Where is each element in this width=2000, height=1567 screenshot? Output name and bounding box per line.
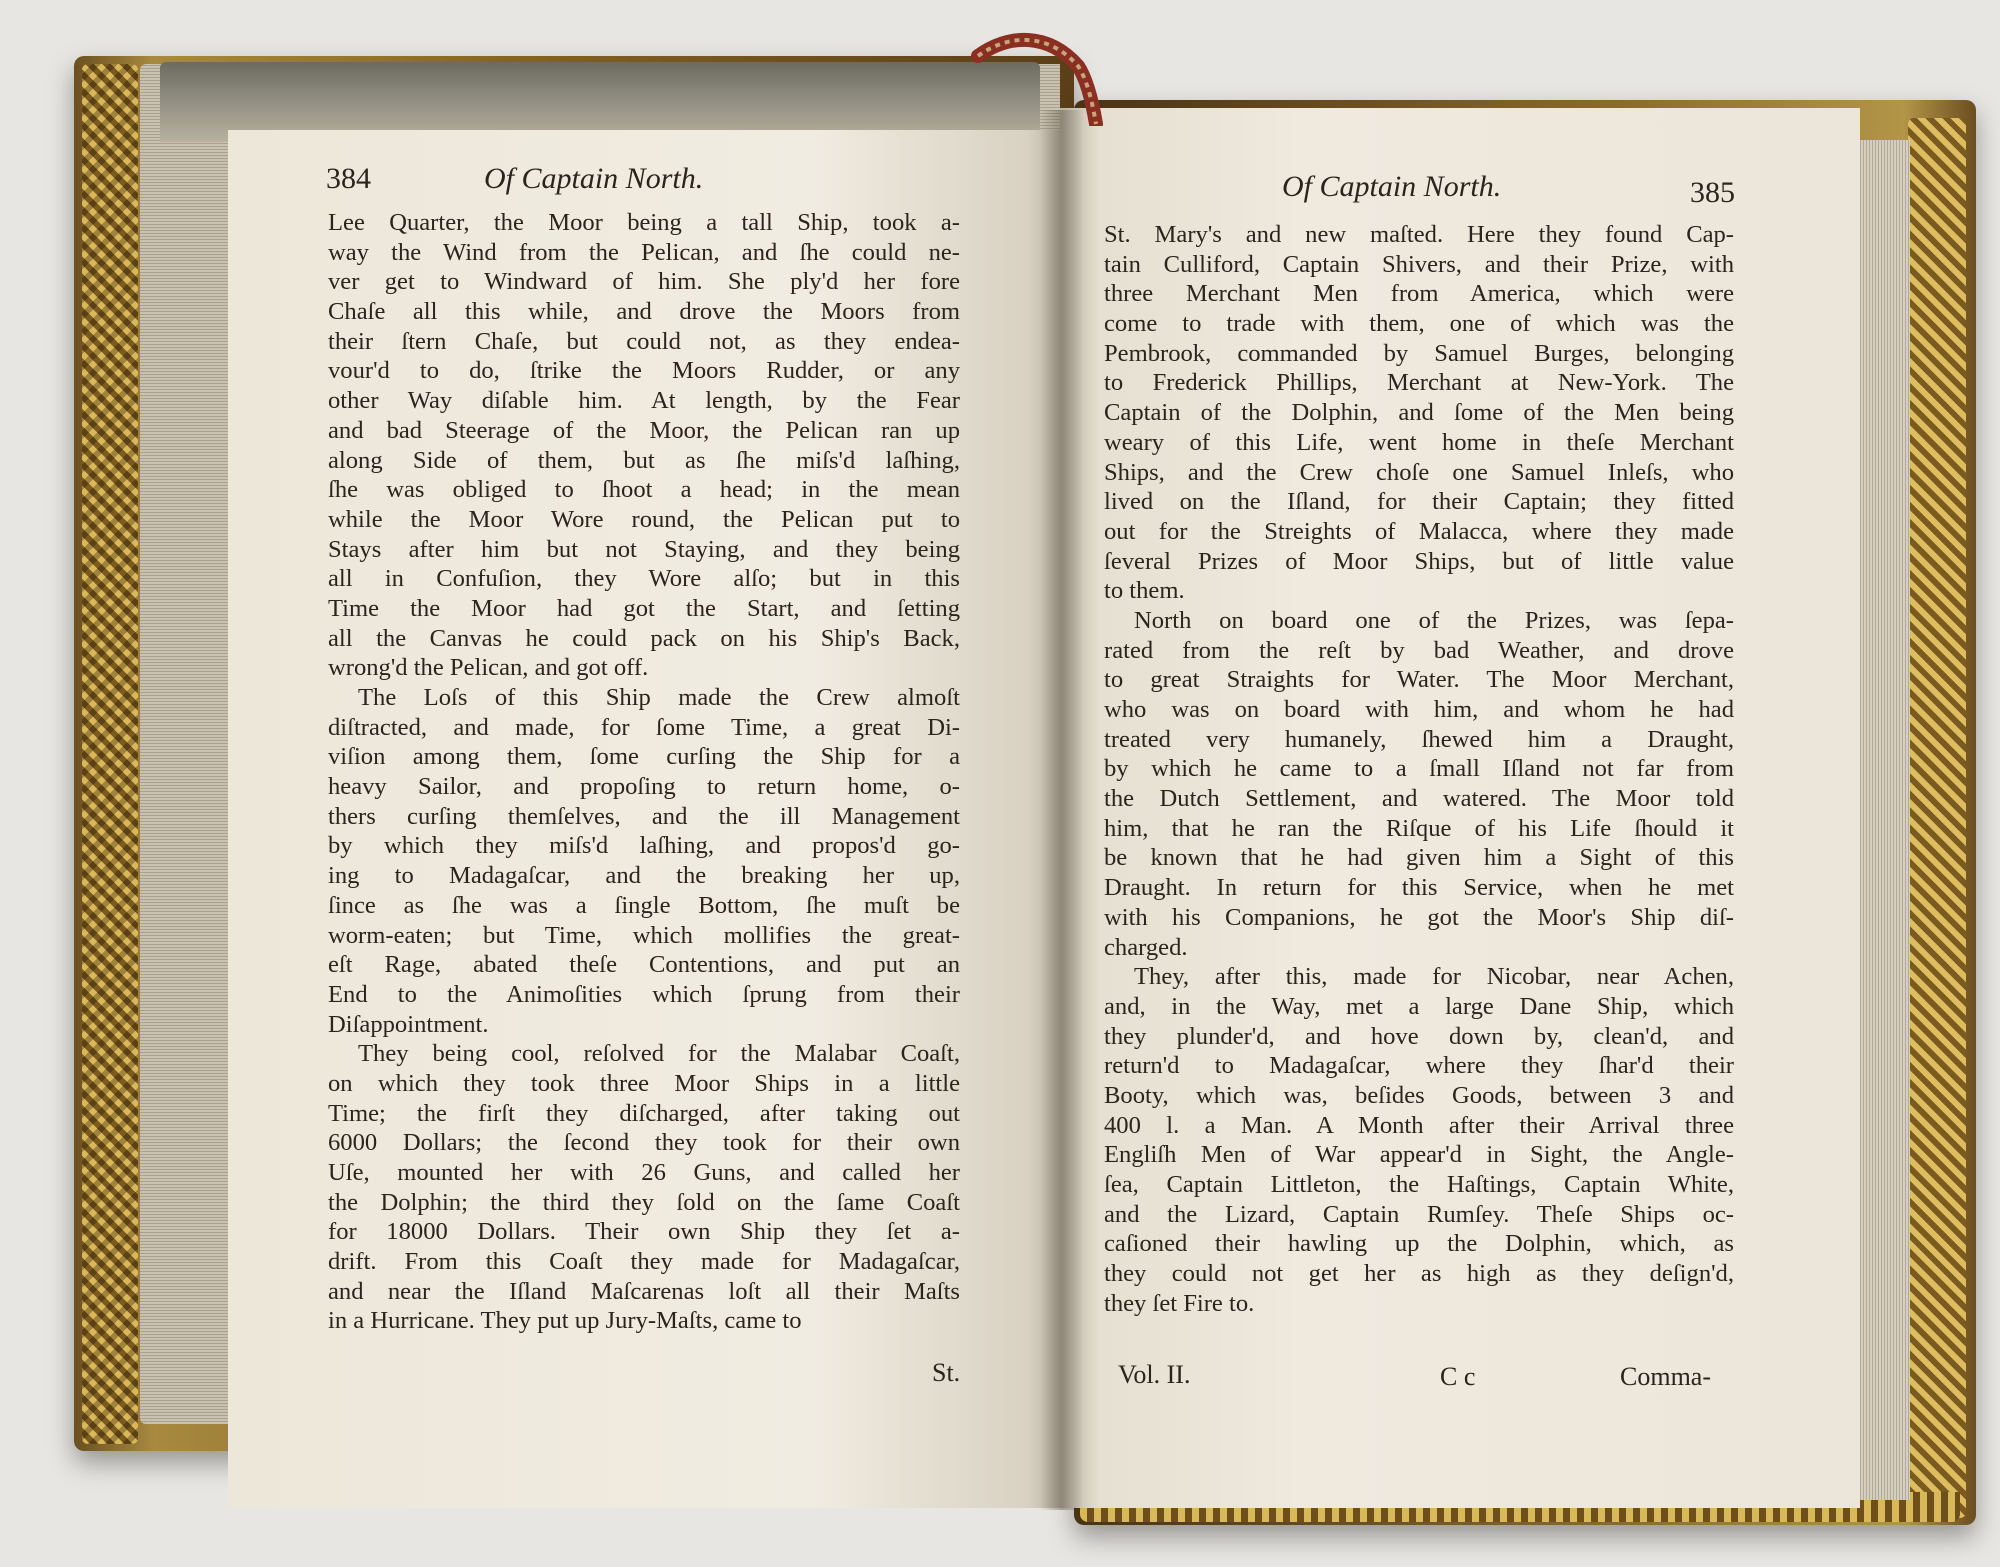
text-line: three Merchant Men from America, which were	[1104, 280, 1734, 308]
text-line: Pembrook, commanded by Samuel Burges, belonging	[1104, 339, 1734, 367]
text-line: charged.	[1104, 933, 1188, 961]
text-line: be known that he had given him a Sight of this	[1104, 844, 1734, 872]
right-page-text	[1104, 220, 1734, 1318]
text-line: They being cool, reſolved for the Malabar Coaſt,	[358, 1040, 960, 1068]
text-line: caſioned their hawling up the Dolphin, which, as	[1104, 1230, 1734, 1258]
text-line: St. Mary's and new maſted. Here they found Cap-	[1104, 221, 1734, 248]
text-line: ſeveral Prizes of Moor Ships, but of little value	[1104, 547, 1734, 575]
text-line: eſt Rage, abated theſe Contentions, and put an	[328, 951, 960, 979]
text-line: on which they took three Moor Ships in a little	[328, 1069, 960, 1097]
ribbon-bookmark	[968, 26, 1108, 126]
text-line: their ſtern Chaſe, but could not, as they endea-	[328, 327, 960, 355]
text-line: the Dutch Settlement, and watered. The Moor told	[1104, 785, 1734, 813]
signature-volume: Vol. II.	[1118, 1360, 1191, 1389]
text-line: thers curſing themſelves, and the ill Management	[328, 802, 960, 830]
text-line: lived on the Iſland, for their Captain; they fitted	[1104, 488, 1734, 516]
text-line: Time; the firſt they diſcharged, after taking out	[328, 1099, 960, 1127]
text-line: rated from the reſt by bad Weather, and drove	[1104, 636, 1734, 664]
text-line: diſtracted, and made, for ſome Time, a great Di-	[328, 713, 960, 741]
text-line: they ſet Fire to.	[1104, 1289, 1255, 1317]
text-line: return'd to Madagaſcar, where they ſhar'd their	[1104, 1052, 1734, 1080]
text-line: while the Moor Wore round, the Pelican put to	[328, 505, 960, 533]
text-line: North on board one of the Prizes, was ſepa-	[1134, 606, 1734, 634]
text-line: to great Straights for Water. The Moor Merchant,	[1104, 666, 1734, 694]
text-line: ſince as ſhe was a ſingle Bottom, ſhe muſt be	[328, 891, 960, 919]
right-catchword: Comma-	[1620, 1362, 1711, 1391]
text-line: Stays after him but not Staying, and they being	[328, 535, 960, 563]
text-line: Engliſh Men of War appear'd in Sight, the Angle-	[1104, 1141, 1734, 1169]
gutter-shadow	[1040, 110, 1084, 1510]
text-line: ver get to Windward of him. She ply'd her fore	[328, 268, 960, 296]
left-catchword: St.	[932, 1358, 961, 1387]
text-line: ing to Madagaſcar, and the breaking her up,	[328, 862, 960, 890]
text-line: heavy Sailor, and propoſing to return home, o-	[328, 773, 960, 801]
text-line: Captain of the Dolphin, and ſome of the Men being	[1104, 399, 1734, 427]
text-line: by which he came to a ſmall Iſland not far from	[1104, 755, 1734, 783]
text-line: viſion among them, ſome curſing the Ship for a	[328, 743, 960, 771]
text-line: in a Hurricane. They put up Jury-Maſts, came to	[328, 1307, 802, 1335]
text-line: Uſe, mounted her with 26 Guns, and called her	[328, 1159, 960, 1186]
page-block-right	[1858, 140, 1910, 1500]
text-line: treated very humanely, ſhewed him a Draught,	[1104, 725, 1734, 753]
text-line: They, after this, made for Nicobar, near Achen,	[1134, 963, 1734, 991]
text-line: Lee Quarter, the Moor being a tall Ship, took a-	[328, 209, 960, 236]
text-line: and bad Steerage of the Moor, the Pelican ran up	[328, 416, 960, 444]
text-line: ſea, Captain Littleton, the Haſtings, Captain White,	[1104, 1171, 1734, 1198]
left-page-number: 384	[326, 162, 371, 195]
gilt-border-right	[1908, 118, 1966, 1518]
text-line: Draught. In return for this Service, when he met	[1104, 874, 1734, 902]
text-line: come to trade with them, one of which was the	[1104, 310, 1734, 338]
text-line: the Dolphin; the third they ſold on the ſame Coaſt	[328, 1188, 960, 1216]
right-running-head: Of Captain North.	[1282, 170, 1502, 203]
signature-mark: C c	[1440, 1362, 1476, 1391]
text-line: him, that he ran the Riſque of his Life ſhould it	[1104, 814, 1734, 842]
left-running-head: Of Captain North.	[484, 162, 704, 195]
text-line: tain Culliford, Captain Shivers, and their Prize, with	[1104, 250, 1734, 278]
text-line: ſhe was obliged to ſhoot a head; in the mean	[328, 476, 960, 504]
text-line: who was on board with him, and whom he had	[1104, 696, 1734, 723]
text-line: to Frederick Phillips, Merchant at New-York. The	[1104, 369, 1734, 397]
text-line: they could not get her as high as they deſign'd,	[1104, 1260, 1734, 1288]
text-line: and the Lizard, Captain Rumſey. Theſe Ships oc-	[1104, 1200, 1734, 1228]
left-page-text	[328, 208, 960, 1336]
text-line: with his Companions, he got the Moor's Ship diſ-	[1104, 903, 1734, 931]
text-line: by which they miſs'd laſhing, and propos'd go-	[328, 832, 960, 860]
text-line: Booty, which was, beſides Goods, between 3 and	[1104, 1081, 1734, 1109]
ribbon-bookmark-icon	[968, 26, 1108, 126]
gilt-border-left	[82, 64, 138, 1444]
text-line: along Side of them, but as ſhe miſs'd laſhing,	[328, 446, 960, 474]
text-line: for 18000 Dollars. Their own Ship they ſet a-	[328, 1218, 960, 1246]
text-line: Ships, and the Crew choſe one Samuel Inleſs, who	[1104, 458, 1734, 486]
text-line: they plunder'd, and hove down by, clean'd, and	[1104, 1022, 1734, 1050]
text-line: weary of this Life, went home in theſe Merchant	[1104, 428, 1734, 456]
text-line: all in Confuſion, they Wore alſo; but in this	[328, 565, 960, 593]
text-line: 400 l. a Man. A Month after their Arrival three	[1104, 1111, 1734, 1139]
right-page-number: 385	[1690, 176, 1735, 209]
text-line: out for the Streights of Malacca, where they made	[1104, 517, 1734, 545]
text-line: 6000 Dollars; the ſecond they took for their own	[328, 1129, 960, 1157]
text-line: and near the Iſland Maſcarenas loſt all their Maſts	[328, 1277, 960, 1305]
text-line: to them.	[1104, 577, 1185, 605]
text-line: worm-eaten; but Time, which mollifies the great-	[328, 921, 960, 949]
text-line: other Way diſable him. At length, by the Fear	[328, 387, 960, 415]
text-line: wrong'd the Pelican, and got off.	[328, 654, 649, 682]
text-line: Time the Moor had got the Start, and ſetting	[328, 594, 960, 622]
text-line: and, in the Way, met a large Dane Ship, which	[1104, 992, 1734, 1020]
text-line: End to the Animoſities which ſprung from their	[328, 980, 960, 1008]
text-line: all the Canvas he could pack on his Ship's Back,	[328, 624, 960, 652]
text-line: Diſappointment.	[328, 1010, 489, 1038]
text-line: The Loſs of this Ship made the Crew almoſt	[358, 684, 960, 711]
text-line: drift. From this Coaſt they made for Madagaſcar,	[328, 1248, 960, 1276]
text-line: way the Wind from the Pelican, and ſhe could ne-	[328, 238, 960, 266]
text-line: vour'd to do, ſtrike the Moors Rudder, or any	[328, 357, 960, 385]
text-line: Chaſe all this while, and drove the Moors from	[328, 298, 960, 326]
